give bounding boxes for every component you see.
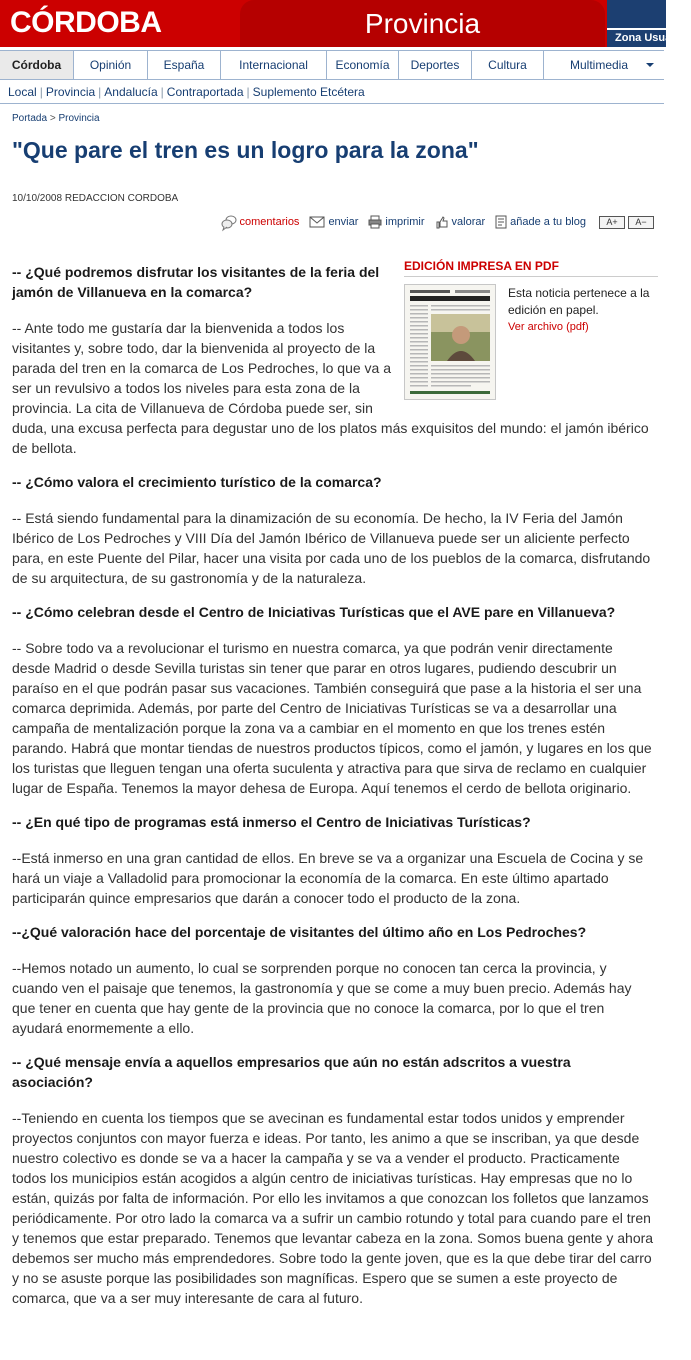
nav-item-economia[interactable]: Economía <box>327 51 399 79</box>
article-date: 10/10/2008 <box>12 193 63 204</box>
subnav-separator: | <box>98 85 102 99</box>
question-paragraph: -- ¿Cómo valora el crecimiento turístico de la comarca? <box>12 474 382 490</box>
breadcrumb-current[interactable]: Provincia <box>58 113 100 124</box>
top-banner <box>0 0 691 47</box>
question-paragraph: -- ¿Qué mensaje envía a aquellos empresarios que aún no están adscritos a vuestra asociación? <box>12 1054 571 1090</box>
font-decrease-button[interactable]: A− <box>628 216 654 229</box>
blog-label: añade a tu blog <box>510 216 586 228</box>
breadcrumb-home[interactable]: Portada <box>12 113 48 124</box>
section-title: Provincia <box>364 8 481 39</box>
question-paragraph: -- ¿En qué tipo de programas está inmerso el Centro de Iniciativas Turísticas? <box>12 814 531 830</box>
chevron-down-icon[interactable] <box>644 59 656 71</box>
section-tab <box>240 0 605 47</box>
print-label: imprimir <box>385 216 425 228</box>
print-edition-text: Esta noticia pertenece a la edición en papel. <box>508 286 650 317</box>
answer-text: -- Ante todo me gustaría dar la bienvenida a todos los visitantes y, sobre todo, dar la bienvenida al proyecto de la parada del tren en la comarca de Los Pedroches, lo que va a ser un revulsivo a todos los niveles para esta zona de la provincia. La cita de Villanueva de Córdoba puede ser, sin duda, una excusa perfecta para degustar uno de los platos más exquisitos del mundo: el jamón ibérico de bellota. <box>12 320 649 456</box>
article-title: "Que pare el tren es un logro para la zona" <box>12 137 479 163</box>
answer-paragraph: --Hemos notado un aumento, lo cual se sorprenden porque no conocen tan cerca la provincia, y cuando ven el paisaje que tenemos, la gastronomía y que se come a muy buen precio. Además hay que tener en cuenta que hay gente de la provincia que no conoce la comarca, por lo que el tren ayudará enormemente a ello. <box>12 960 632 1036</box>
blog-icon <box>495 215 507 229</box>
subnav-item-suplemento[interactable]: Suplemento Etcétera <box>252 85 365 99</box>
print-button[interactable] <box>368 215 424 229</box>
article-dateline <box>12 193 178 204</box>
rate-button[interactable] <box>435 215 486 229</box>
breadcrumb-separator: > <box>49 113 56 124</box>
article-tools <box>211 212 654 232</box>
nav-item-cordoba[interactable]: Córdoba <box>0 51 74 79</box>
nav-item-deportes[interactable]: Deportes <box>399 51 472 79</box>
comments-label: comentarios <box>239 216 300 228</box>
nav-item-opinion[interactable]: Opinión <box>74 51 148 79</box>
envelope-icon <box>309 216 325 228</box>
subnav-item-local[interactable]: Local <box>8 85 37 99</box>
answer-paragraph <box>12 318 654 458</box>
thumbs-up-icon <box>435 215 449 229</box>
float-spacer <box>392 318 654 418</box>
send-label: enviar <box>328 216 359 228</box>
add-to-blog-button[interactable] <box>495 215 586 229</box>
article-body <box>12 262 654 1322</box>
font-increase-button[interactable]: A+ <box>599 216 625 229</box>
comments-button[interactable] <box>221 214 300 230</box>
answer-paragraph: -- Está siendo fundamental para la dinamización de su economía. De hecho, la IV Feria del Jamón Ibérico de Los Pedroches y VIII Día del Jamón Ibérico de Villanueva puede ser un aliciente perfecto para, en este Puente del Pilar, hacer una visita por cada uno de los pueblos de la comarca, disfrutando de su arquitectura, de su gastronomía y de la naturaleza. <box>12 510 651 586</box>
breadcrumb <box>12 113 100 124</box>
send-button[interactable] <box>309 216 358 228</box>
nav-item-multimedia-label: Multimedia <box>570 58 629 72</box>
printer-icon <box>368 215 382 229</box>
rate-label: valorar <box>451 216 486 228</box>
print-edition-title: EDICIÓN IMPRESA EN PDF <box>404 258 658 277</box>
nav-item-internacional[interactable]: Internacional <box>221 51 327 79</box>
subnav-item-andalucia[interactable]: Andalucía <box>104 85 158 99</box>
article-author: REDACCION CORDOBA <box>64 193 179 204</box>
view-pdf-link[interactable]: Ver archivo (pdf) <box>508 321 589 333</box>
user-zone-panel <box>607 0 666 28</box>
nav-item-espana[interactable]: España <box>148 51 221 79</box>
comments-icon <box>221 214 237 230</box>
answer-paragraph: -- Sobre todo va a revolucionar el turismo en nuestra comarca, ya que podrán venir directamente desde Madrid o desde Sevilla turistas sin tener que parar en otros lugares, pudiendo descubrir un paraíso en el que podrán pasar sus vacaciones. También conseguirá que pase a la historia el ser una comarca deprimida. Además, por parte del Centro de Iniciativas Turísticas se va a desarrollar una campaña de mentalización porque la zona va a cambiar en el momento en que los trenes estén parando. Habrá que montar tiendas de nuestros productos típicos, como el jamón, y lugares en los que los turistas que lleguen tengan una oferta suculenta y atractiva para que sirva de reclamo en cualquier lugar de España. Tenemos la mayor dehesa de Europa. Aquí tenemos el cerdo de bellota originario. <box>12 640 652 796</box>
answer-paragraph: --Está inmerso en una gran cantidad de ellos. En breve se va a organizar una Escuela de Cocina y se hará un viaje a Valladolid para promocionar la economía de la comarca. En este último apartado participarán quince empresarios que darán a conocer todo el producto de la zona. <box>12 850 644 906</box>
question-paragraph: --¿Qué valoración hace del porcentaje de visitantes del último año en Los Pedroches? <box>12 924 587 940</box>
user-zone <box>607 0 691 47</box>
font-size-controls <box>596 216 654 229</box>
subnav-item-contraportada[interactable]: Contraportada <box>166 85 244 99</box>
user-zone-link[interactable]: Zona Usuarios <box>607 30 666 47</box>
subnav-separator: | <box>39 85 43 99</box>
question-paragraph: -- ¿Cómo celebran desde el Centro de Iniciativas Turísticas que el AVE pare en Villanueva? <box>12 604 616 620</box>
nav-item-cultura[interactable]: Cultura <box>472 51 544 79</box>
answer-paragraph: --Teniendo en cuenta los tiempos que se avecinan es fundamental estar todos unidos y emprender proyectos conjuntos con mayor fuerza e ideas. Por tanto, les animo a que se inscriban, ya que desde nuestro colectivo es donde se va a hacer la campaña y se va a vender el producto. Practicamente todos los municipios están acogidos a algún centro de iniciativas turísticas. Hay empresas que no lo están, quizás por falta de información. Por ello les invitamos a que conozcan los folletos que lanzamos periódicamente. Por otro lado la comarca va a sufrir un cambio rotundo y total para cuando pare el tren y tenemos que estar preparado. Tenemos que levantar cabeza en la zona. Somos buena gente y ahora debemos ser mucho más emprendedores. Sobre todo la gente joven, que es la que debe tirar del carro y no se asuste porque las posibilidades son magníficas. Espero que se sumen a este proyecto de comarca, que va a ser muy interesante de cara al futuro. <box>12 1110 654 1306</box>
sub-nav <box>0 80 664 104</box>
question-paragraph: -- ¿Qué podremos disfrutar los visitantes de la feria del jamón de Villanueva en la comarca? <box>12 264 380 300</box>
nav-item-multimedia[interactable] <box>544 51 664 79</box>
subnav-separator: | <box>160 85 164 99</box>
subnav-separator: | <box>246 85 250 99</box>
subnav-item-provincia[interactable]: Provincia <box>45 85 96 99</box>
site-logo[interactable]: CÓRDOBA <box>10 6 162 39</box>
main-nav <box>0 50 664 80</box>
